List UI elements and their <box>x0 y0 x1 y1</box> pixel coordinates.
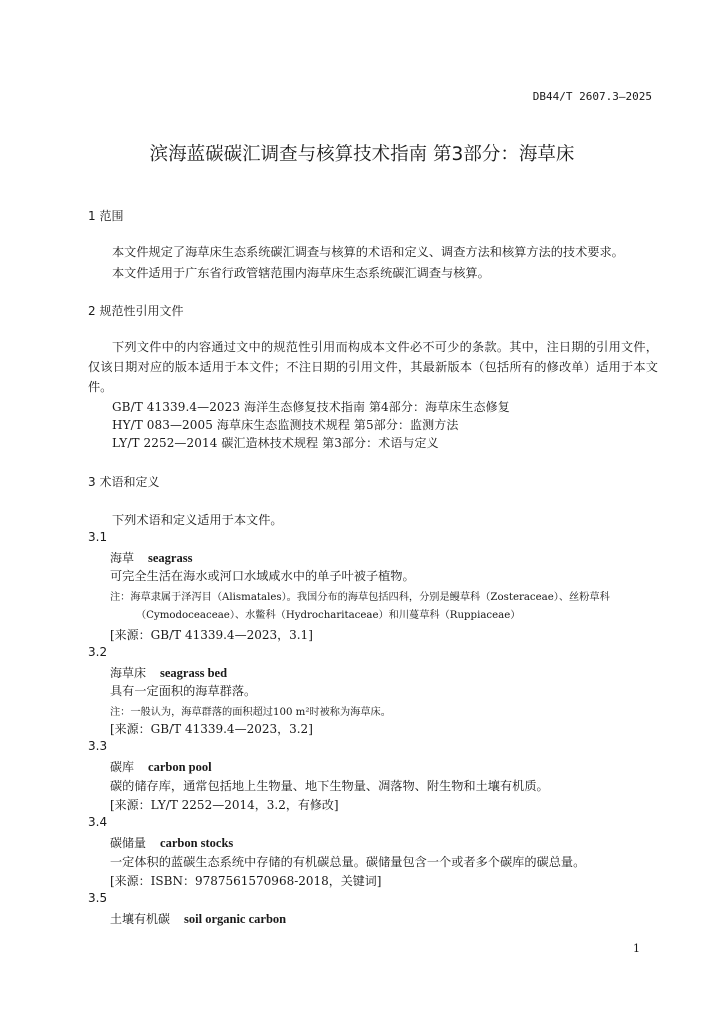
term-title <box>110 834 233 851</box>
term-en: seagrass <box>148 551 193 565</box>
term-number: 3.2 <box>88 645 108 659</box>
term-note: 注：一般认为，海草群落的面积超过100 m²时被称为海草床。 <box>110 707 391 718</box>
term-zh: 碳库 <box>110 760 135 774</box>
page-title: 滨海蓝碳碳汇调查与核算技术指南 第3部分：海草床 <box>149 144 575 165</box>
term-zh: 海草床 <box>110 666 147 680</box>
term-title <box>110 910 286 927</box>
term-en: carbon pool <box>148 760 212 774</box>
term-note: 注：海草隶属于泽泻目（Alismatales）。我国分布的海草包括四科，分别是鳗草科（Zosteraceae）、丝粉草科 <box>110 592 610 603</box>
term-number: 3.4 <box>88 815 108 829</box>
term-source: [来源：GB/T 41339.4—2023，3.1] <box>110 628 313 642</box>
term-number: 3.3 <box>88 739 108 753</box>
section-heading-normative-refs: 2 规范性引用文件 <box>88 304 184 318</box>
section-heading-terms: 3 术语和定义 <box>88 475 160 489</box>
term-source: [来源：GB/T 41339.4—2023，3.2] <box>110 722 313 736</box>
terms-intro: 下列术语和定义适用于本文件。 <box>112 513 283 527</box>
term-en: carbon stocks <box>160 836 234 850</box>
term-number: 3.5 <box>88 891 108 905</box>
reference-item: GB/T 41339.4—2023 海洋生态修复技术指南 第4部分：海草床生态修复 <box>112 400 510 414</box>
reference-item: LY/T 2252—2014 碳汇造林技术规程 第3部分：术语与定义 <box>112 436 439 450</box>
scope-paragraph-2: 本文件适用于广东省行政管辖范围内海草床生态系统碳汇调查与核算。 <box>112 266 490 280</box>
term-title <box>110 758 212 775</box>
term-zh: 海草 <box>110 551 135 565</box>
page-number: 1 <box>633 942 640 955</box>
term-source: [来源：ISBN：9787561570968-2018，关键词] <box>110 874 382 888</box>
term-definition: 一定体积的蓝碳生态系统中存储的有机碳总量。碳储量包含一个或者多个碳库的碳总量。 <box>110 855 586 869</box>
term-definition: 具有一定面积的海草群落。 <box>110 684 257 698</box>
term-definition: 碳的储存库，通常包括地上生物量、地下生物量、凋落物、附生物和土壤有机质。 <box>110 779 549 793</box>
term-number: 3.1 <box>88 530 108 544</box>
reference-item: HY/T 083—2005 海草床生态监测技术规程 第5部分：监测方法 <box>112 418 459 432</box>
term-en: soil organic carbon <box>184 912 287 926</box>
term-zh: 碳储量 <box>110 836 147 850</box>
term-title <box>110 664 227 681</box>
section-heading-scope: 1 范围 <box>88 209 124 223</box>
term-zh: 土壤有机碳 <box>110 912 171 926</box>
term-source: [来源：LY/T 2252—2014，3.2，有修改] <box>110 798 339 812</box>
term-definition: 可完全生活在海水或河口水域咸水中的单子叶被子植物。 <box>110 569 415 583</box>
standard-id: DB44/T 2607.3—2025 <box>532 90 652 103</box>
term-note-continued: （Cymodoceaceae）、水鳖科（Hydrocharitaceae）和川蔓草科（Ruppiaceae） <box>136 610 521 621</box>
term-title <box>110 549 192 566</box>
scope-paragraph-1: 本文件规定了海草床生态系统碳汇调查与核算的术语和定义、调查方法和核算方法的技术要求。 <box>112 245 624 259</box>
normative-refs-paragraph: 下列文件中的内容通过文中的规范性引用而构成本文件必不可少的条款。其中，注日期的引用文件，仅该日期对应的版本适用于本文件；不注日期的引用文件，其最新版本（包括所有的修改单）适用于本文件。 <box>88 340 658 394</box>
term-en: seagrass bed <box>160 666 228 680</box>
